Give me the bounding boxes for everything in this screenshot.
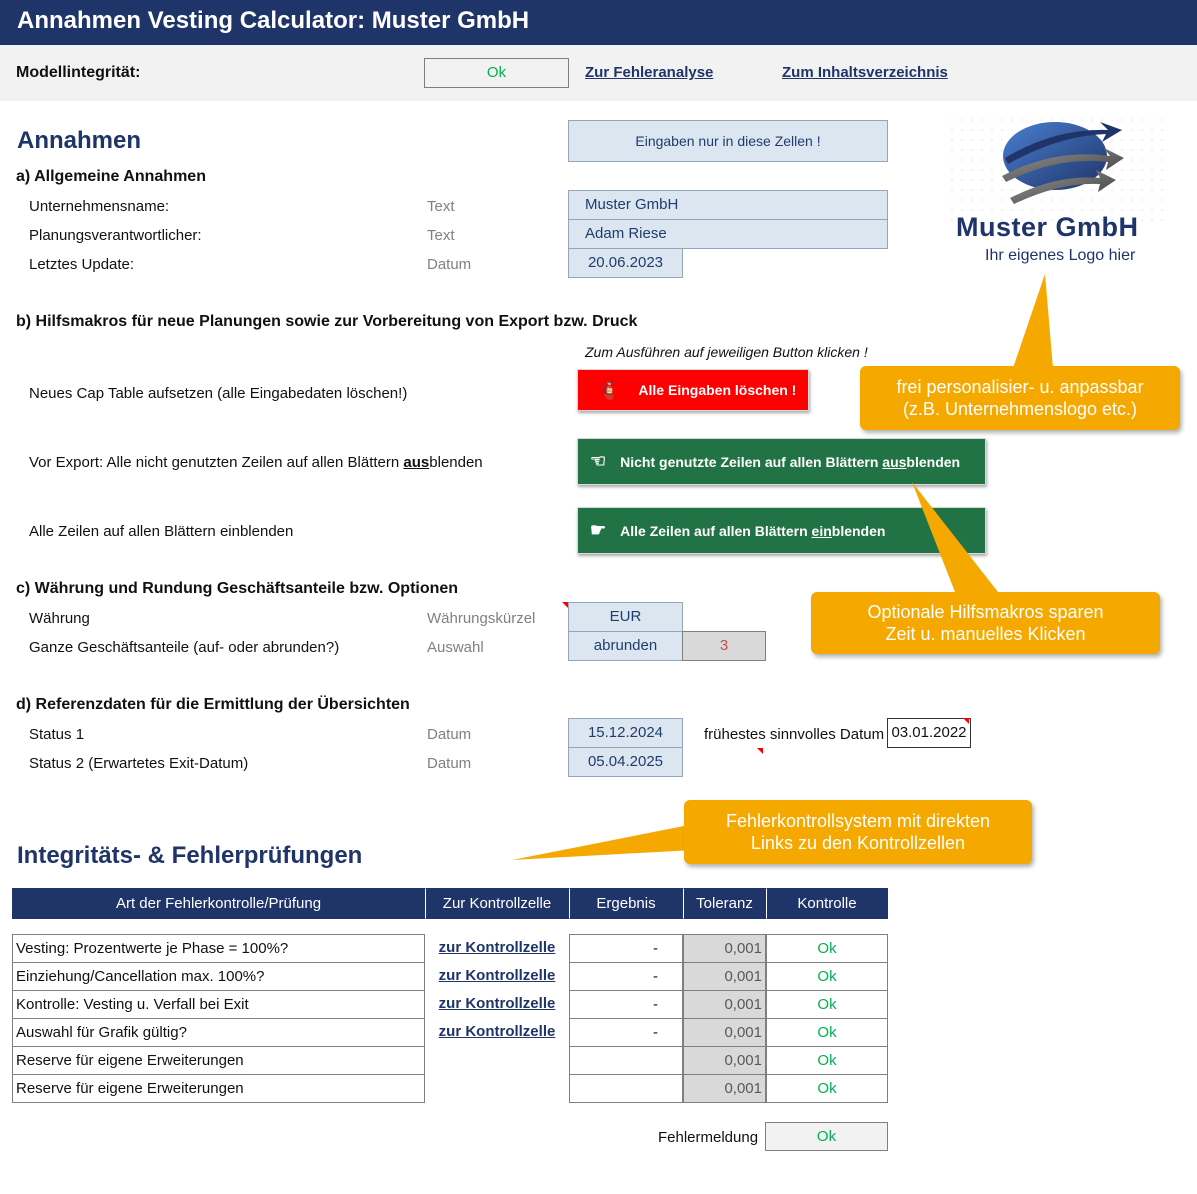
section-title-checks: Integritäts- & Fehlerprüfungen bbox=[17, 842, 363, 869]
callout-macros-pointer bbox=[900, 470, 1010, 600]
macro-hint: Zum Ausführen auf jeweiligen Button klicken ! bbox=[585, 344, 868, 360]
integrity-label: Modellintegrität: bbox=[16, 64, 141, 81]
comment-indicator bbox=[757, 748, 763, 754]
check-tolerance: 0,001 bbox=[683, 1074, 766, 1103]
error-message-label: Fehlermeldung bbox=[658, 1129, 759, 1146]
planner-label: Planungsverantwortlicher: bbox=[29, 227, 202, 244]
planner-input[interactable]: Adam Riese bbox=[568, 219, 888, 249]
currency-type: Währungskürzel bbox=[427, 610, 536, 627]
check-tolerance: 0,001 bbox=[683, 990, 766, 1019]
callout-logo bbox=[860, 366, 1180, 430]
hand-expand-icon: ☛ bbox=[590, 520, 607, 540]
check-name: Vesting: Prozentwerte je Phase = 100%? bbox=[12, 934, 425, 963]
section-b-heading: b) Hilfsmakros für neue Planungen sowie zur Vorbereitung von Export bzw. Druck bbox=[16, 313, 638, 330]
section-a-heading: a) Allgemeine Annahmen bbox=[16, 168, 206, 185]
company-name-label: Unternehmensname: bbox=[29, 198, 170, 215]
section-c-heading: c) Währung und Rundung Geschäftsanteile bzw. Optionen bbox=[16, 580, 459, 597]
logo-name: Muster GmbH bbox=[956, 212, 1139, 242]
last-update-type: Datum bbox=[427, 256, 472, 273]
check-name: Reserve für eigene Erweiterungen bbox=[12, 1074, 425, 1103]
integrity-bar bbox=[0, 45, 1197, 101]
control-cell-link[interactable]: zur Kontrollzelle bbox=[438, 939, 556, 956]
callout-macros bbox=[811, 592, 1160, 654]
company-name-type: Text bbox=[427, 198, 455, 215]
check-tolerance: 0,001 bbox=[683, 962, 766, 991]
check-status: Ok bbox=[766, 990, 888, 1019]
macro-hide-label-u: aus bbox=[403, 454, 430, 471]
macro-hide-label-post: blenden bbox=[429, 454, 483, 471]
check-name: Reserve für eigene Erweiterungen bbox=[12, 1046, 425, 1075]
hide-rows-label: Nicht genutzte Zeilen auf allen Blättern ausblenden bbox=[620, 453, 961, 470]
check-tolerance: 0,001 bbox=[683, 1046, 766, 1075]
company-logo bbox=[950, 118, 1165, 278]
rounding-label: Ganze Geschäftsanteile (auf- oder abrunden?) bbox=[29, 639, 340, 656]
col-check-type: Art der Fehlerkontrolle/Prüfung bbox=[12, 888, 425, 919]
check-result bbox=[569, 1074, 683, 1103]
col-control-cell: Zur Kontrollzelle bbox=[425, 888, 569, 919]
currency-input[interactable]: EUR bbox=[568, 602, 683, 632]
check-status: Ok bbox=[766, 1046, 888, 1075]
check-tolerance: 0,001 bbox=[683, 1018, 766, 1047]
check-name: Einziehung/Cancellation max. 100%? bbox=[12, 962, 425, 991]
status2-input[interactable]: 05.04.2025 bbox=[568, 747, 683, 777]
callout-errors bbox=[684, 800, 1032, 864]
callout-macros-line1: Optionale Hilfsmakros sparen bbox=[867, 602, 1104, 622]
page-title: Annahmen Vesting Calculator: Muster GmbH bbox=[0, 0, 1197, 45]
company-name-input[interactable]: Muster GmbH bbox=[568, 190, 888, 220]
check-status: Ok bbox=[766, 1018, 888, 1047]
status1-type: Datum bbox=[427, 726, 472, 743]
macro-hide-label bbox=[29, 454, 483, 471]
check-result: - bbox=[569, 990, 683, 1019]
control-cell-link[interactable]: zur Kontrollzelle bbox=[438, 995, 556, 1012]
clear-inputs-label: Alle Eingaben löschen ! bbox=[638, 382, 797, 398]
check-status: Ok bbox=[766, 934, 888, 963]
toc-link[interactable]: Zum Inhaltsverzeichnis bbox=[782, 64, 948, 81]
status1-label: Status 1 bbox=[29, 726, 85, 743]
last-update-input[interactable]: 20.06.2023 bbox=[568, 248, 683, 278]
callout-errors-line2: Links zu den Kontrollzellen bbox=[750, 833, 966, 853]
macro-show-label: Alle Zeilen auf allen Blättern einblenden bbox=[29, 523, 294, 540]
rounding-type: Auswahl bbox=[427, 639, 484, 656]
status1-input[interactable]: 15.12.2024 bbox=[568, 718, 683, 748]
callout-macros-line2: Zeit u. manuelles Klicken bbox=[885, 624, 1086, 644]
check-result bbox=[569, 1046, 683, 1075]
callout-errors-line1: Fehlerkontrollsystem mit direkten bbox=[725, 811, 991, 831]
section-title-annahmen: Annahmen bbox=[17, 127, 142, 154]
check-tolerance: 0,001 bbox=[683, 934, 766, 963]
status2-label: Status 2 (Erwartetes Exit-Datum) bbox=[29, 755, 249, 772]
col-result: Ergebnis bbox=[569, 888, 683, 919]
fire-extinguisher-icon: 🧯 bbox=[598, 379, 621, 400]
control-cell-link[interactable]: zur Kontrollzelle bbox=[438, 967, 556, 984]
show-rows-label: Alle Zeilen auf allen Blättern einblenden bbox=[620, 522, 886, 539]
rounding-code: 3 bbox=[682, 631, 766, 661]
check-name: Auswahl für Grafik gültig? bbox=[12, 1018, 425, 1047]
rounding-select[interactable]: abrunden bbox=[568, 631, 683, 661]
input-hint-box: Eingaben nur in diese Zellen ! bbox=[568, 120, 888, 162]
error-analysis-link[interactable]: Zur Fehleranalyse bbox=[585, 64, 714, 81]
callout-logo-line2: (z.B. Unternehmenslogo etc.) bbox=[902, 399, 1138, 419]
callout-logo-line1: frei personalisier- u. anpassbar bbox=[896, 377, 1144, 397]
planner-type: Text bbox=[427, 227, 455, 244]
check-status: Ok bbox=[766, 1074, 888, 1103]
check-status: Ok bbox=[766, 962, 888, 991]
callout-errors-pointer bbox=[508, 820, 698, 865]
currency-label: Währung bbox=[29, 610, 90, 627]
col-check: Kontrolle bbox=[766, 888, 888, 919]
earliest-date-value: 03.01.2022 bbox=[887, 718, 971, 748]
macro-reset-label: Neues Cap Table aufsetzen (alle Eingabedaten löschen!) bbox=[29, 385, 408, 402]
macro-hide-label-pre: Vor Export: Alle nicht genutzten Zeilen auf allen Blättern bbox=[29, 454, 404, 471]
integrity-status: Ok bbox=[424, 58, 569, 88]
check-result: - bbox=[569, 934, 683, 963]
earliest-date-label: frühestes sinnvolles Datum bbox=[704, 726, 885, 743]
control-cell-link[interactable]: zur Kontrollzelle bbox=[438, 1023, 556, 1040]
check-name: Kontrolle: Vesting u. Verfall bei Exit bbox=[12, 990, 425, 1019]
last-update-label: Letztes Update: bbox=[29, 256, 135, 273]
section-d-heading: d) Referenzdaten für die Ermittlung der Übersichten bbox=[16, 696, 410, 713]
comment-indicator bbox=[963, 718, 969, 724]
hand-swipe-icon: ☜ bbox=[590, 451, 607, 471]
status2-type: Datum bbox=[427, 755, 472, 772]
logo-tagline: Ihr eigenes Logo hier bbox=[985, 247, 1136, 264]
check-result: - bbox=[569, 1018, 683, 1047]
callout-logo-pointer bbox=[1005, 270, 1065, 370]
clear-inputs-button[interactable] bbox=[577, 369, 809, 411]
check-result: - bbox=[569, 962, 683, 991]
error-message-status: Ok bbox=[765, 1122, 888, 1151]
col-tolerance: Toleranz bbox=[683, 888, 766, 919]
